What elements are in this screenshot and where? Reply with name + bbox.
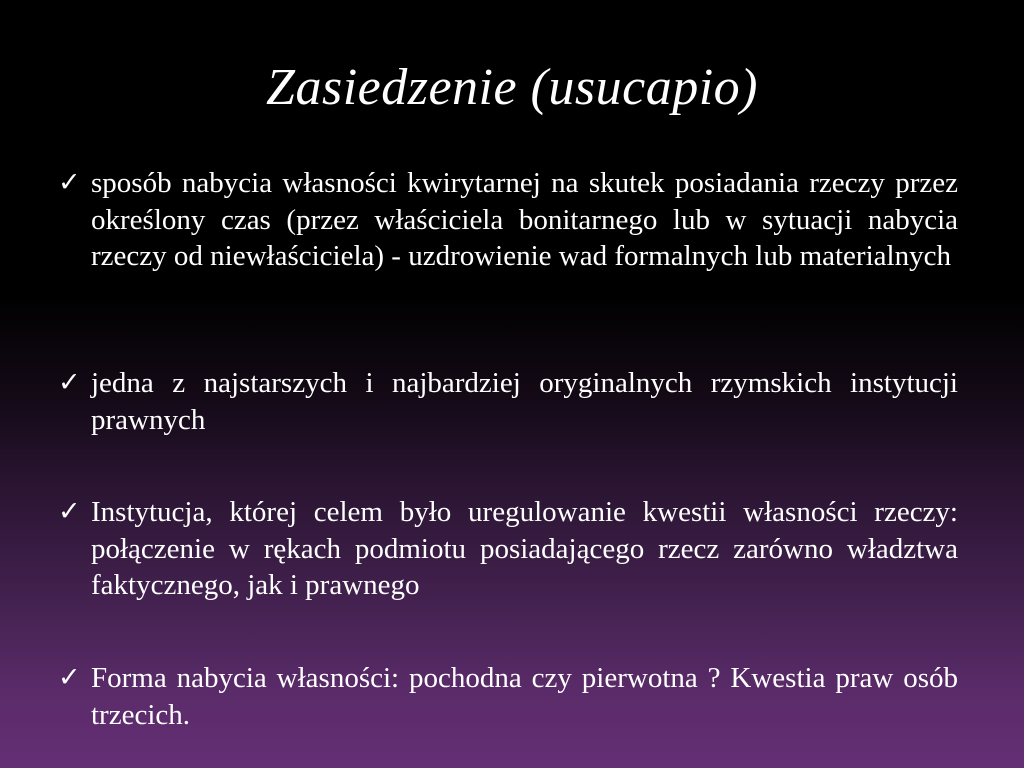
bullet-item [58, 165, 958, 275]
check-mark-icon: ✓ [58, 662, 81, 693]
bullet-text: Instytucja, której celem było uregulowanie kwestii własności rzeczy: połączenie w rękach podmiotu posiadającego rzecz zarówno władztwa faktycznego, jak i prawnego [91, 496, 958, 601]
bullet-item [58, 494, 958, 604]
bullet-text: Forma nabycia własności: pochodna czy pierwotna ? Kwestia praw osób trzecich. [91, 662, 958, 731]
check-mark-icon: ✓ [58, 496, 81, 527]
check-mark-icon: ✓ [58, 167, 81, 198]
bullet-text: jedna z najstarszych i najbardziej oryginalnych rzymskich instytucji prawnych [91, 367, 958, 436]
slide-title: Zasiedzenie (usucapio) [266, 59, 758, 116]
bullet-text: sposób nabycia własności kwirytarnej na skutek posiadania rzeczy przez określony czas (przez właściciela bonitarnego lub w sytuacji nabycia rzeczy od niewłaściciela) - uzdrowienie wad formalnych lub materialnych [91, 167, 958, 272]
check-mark-icon: ✓ [58, 367, 81, 398]
bullet-item [58, 365, 958, 438]
bullet-item [58, 660, 958, 733]
